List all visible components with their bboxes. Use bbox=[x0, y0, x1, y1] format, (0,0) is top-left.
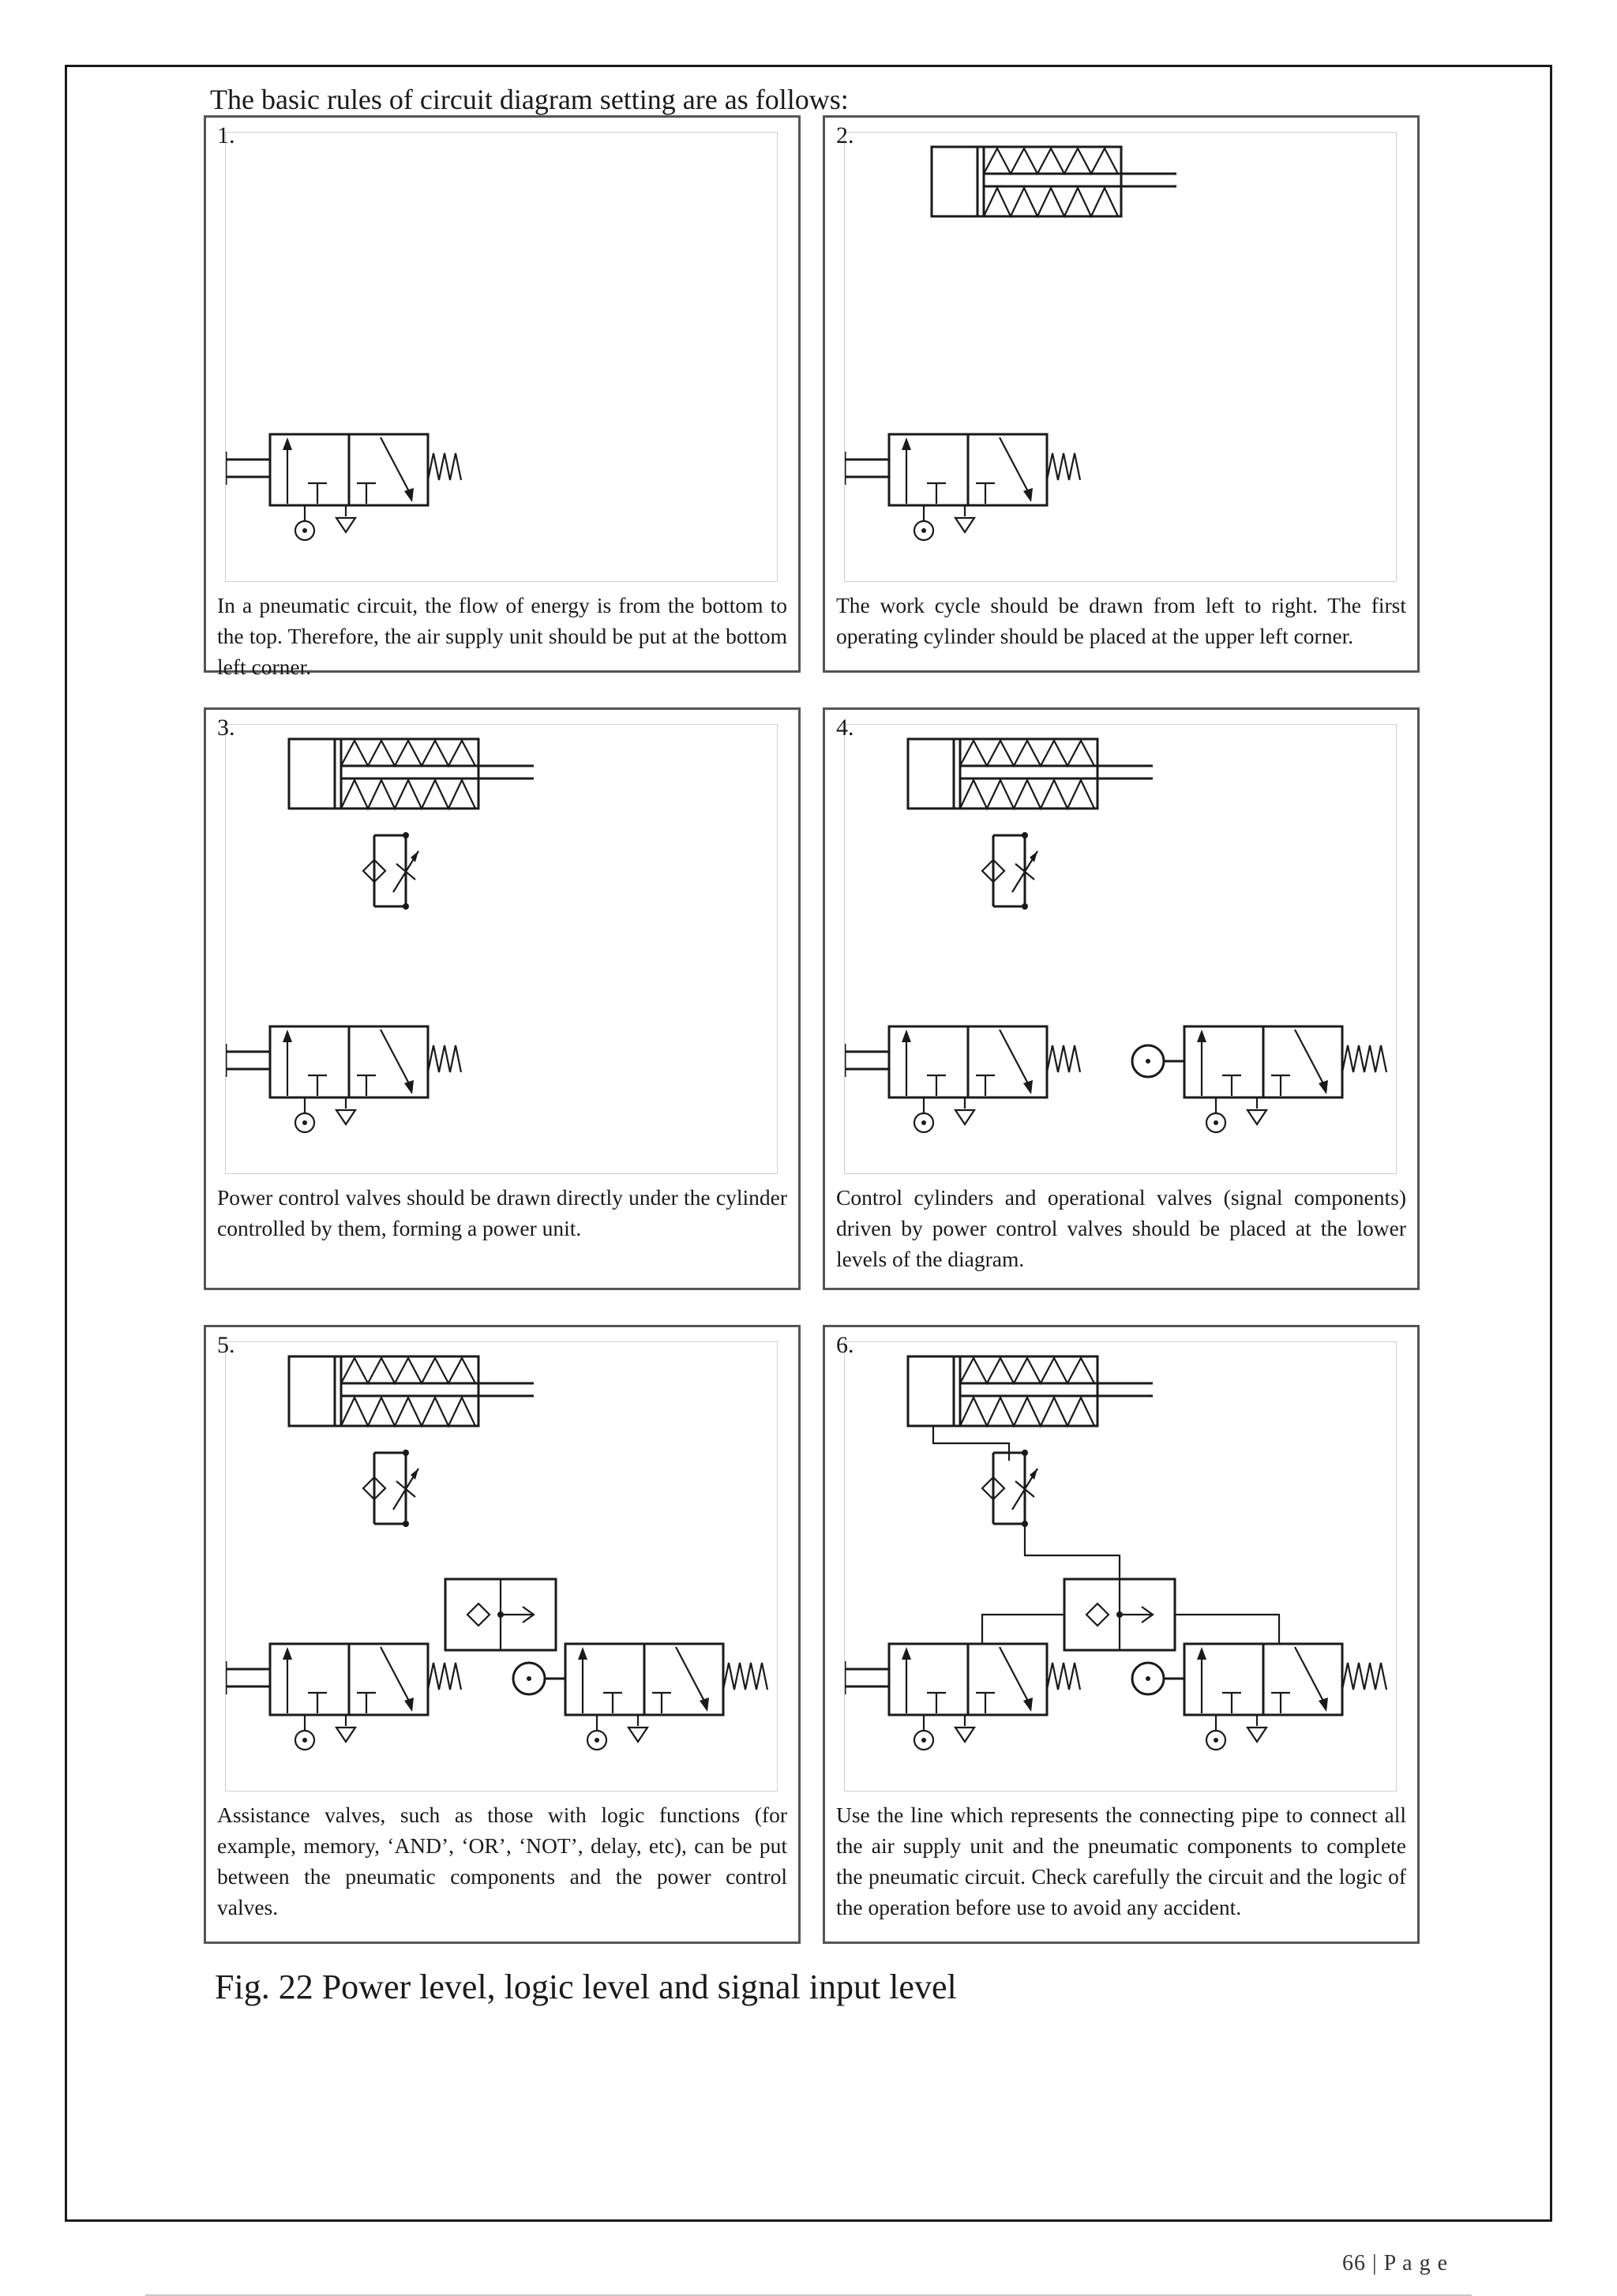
air-supply-symbol bbox=[914, 1097, 974, 1132]
diagram-1 bbox=[226, 133, 778, 583]
figure-caption: Fig. 22 Power level, logic level and signal input level bbox=[215, 1968, 957, 2006]
rule-panel-3 bbox=[204, 707, 801, 1290]
panel-number-1: 1. bbox=[217, 122, 235, 148]
diagram-area-5 bbox=[225, 1341, 778, 1791]
diagram-6 bbox=[845, 1342, 1398, 1792]
rule-panel-1 bbox=[204, 115, 801, 679]
cylinder-symbol bbox=[908, 1356, 1153, 1426]
diagram-2 bbox=[845, 133, 1398, 583]
panel-number-2: 2. bbox=[836, 122, 854, 148]
cylinder-symbol bbox=[289, 739, 534, 808]
diagram-area-4 bbox=[844, 724, 1397, 1174]
directional-valve-manual-symbol bbox=[226, 1026, 461, 1097]
shuttle-valve-symbol bbox=[445, 1579, 556, 1650]
panel-number-4: 4. bbox=[836, 715, 854, 741]
diagram-area-3 bbox=[225, 724, 778, 1174]
diagram-area-6 bbox=[844, 1341, 1397, 1791]
diagram-4 bbox=[845, 725, 1398, 1175]
panel-description-2: The work cycle should be drawn from left to right. The first operating cylinder should be placed at the upper left corner. bbox=[836, 593, 1406, 648]
page-number bbox=[1342, 2250, 1448, 2277]
rule-panel-6 bbox=[823, 1325, 1420, 1944]
air-supply-symbol bbox=[295, 1715, 355, 1750]
rule-panel-5 bbox=[204, 1325, 801, 1944]
shuttle-valve-symbol bbox=[1064, 1579, 1175, 1650]
directional-valve-manual-symbol bbox=[845, 1026, 1080, 1097]
directional-valve-manual-symbol bbox=[845, 434, 1080, 505]
air-supply-symbol bbox=[1206, 1097, 1266, 1132]
panel-number-5: 5. bbox=[217, 1332, 235, 1358]
throttle-check-valve-symbol bbox=[363, 1450, 418, 1527]
directional-valve-manual-symbol bbox=[226, 1644, 461, 1715]
panel-description-1: In a pneumatic circuit, the flow of energy is from the bottom to the top. Therefore, the air supply unit should be put at the bottom left corner. bbox=[217, 593, 787, 679]
air-supply-symbol bbox=[295, 505, 355, 540]
throttle-check-valve-symbol bbox=[363, 832, 418, 910]
rule-panel-2 bbox=[823, 115, 1420, 673]
air-supply-symbol bbox=[914, 505, 974, 540]
directional-valve-roller-symbol bbox=[513, 1644, 767, 1715]
panel-number-3: 3. bbox=[217, 715, 235, 741]
throttle-check-valve-symbol bbox=[982, 1450, 1037, 1527]
cylinder-symbol bbox=[932, 147, 1176, 216]
throttle-check-valve-symbol bbox=[982, 832, 1037, 910]
air-supply-symbol bbox=[295, 1097, 355, 1132]
page-number-value: 66 bbox=[1342, 2251, 1366, 2275]
rule-panel-4 bbox=[823, 707, 1420, 1290]
directional-valve-manual-symbol bbox=[845, 1644, 1080, 1715]
diagram-3 bbox=[226, 725, 778, 1175]
directional-valve-roller-symbol bbox=[1132, 1644, 1386, 1715]
cylinder-symbol bbox=[289, 1356, 534, 1426]
air-supply-symbol bbox=[914, 1715, 974, 1750]
page-label: | P a g e bbox=[1372, 2251, 1448, 2275]
panel-description-6: Use the line which represents the connecting pipe to connect all the air supply unit and the pneumatic components to complete the pneumatic circuit. Check carefully the circuit and the logic of the operation before use to avoid any accident. bbox=[836, 1803, 1406, 1919]
diagram-5 bbox=[226, 1342, 778, 1792]
directional-valve-manual-symbol bbox=[226, 434, 461, 505]
air-supply-symbol bbox=[1206, 1715, 1266, 1750]
directional-valve-roller-symbol bbox=[1132, 1026, 1386, 1097]
panel-description-3: Power control valves should be drawn directly under the cylinder controlled by them, forming a power unit. bbox=[217, 1185, 787, 1240]
cylinder-symbol bbox=[908, 739, 1153, 808]
air-supply-symbol bbox=[587, 1715, 647, 1750]
intro-text: The basic rules of circuit diagram setting are as follows: bbox=[210, 84, 849, 115]
panel-description-4: Control cylinders and operational valves (signal components) driven by power control valves should be placed at the lower levels of the diagram. bbox=[836, 1185, 1406, 1271]
panel-description-5: Assistance valves, such as those with logic functions (for example, memory, ‘AND’, ‘OR’, ‘NOT’, delay, etc), can be put between the pneumatic components and the power control valves. bbox=[217, 1803, 787, 1919]
diagram-area-1 bbox=[225, 132, 778, 582]
diagram-area-2 bbox=[844, 132, 1397, 582]
panel-number-6: 6. bbox=[836, 1332, 854, 1358]
